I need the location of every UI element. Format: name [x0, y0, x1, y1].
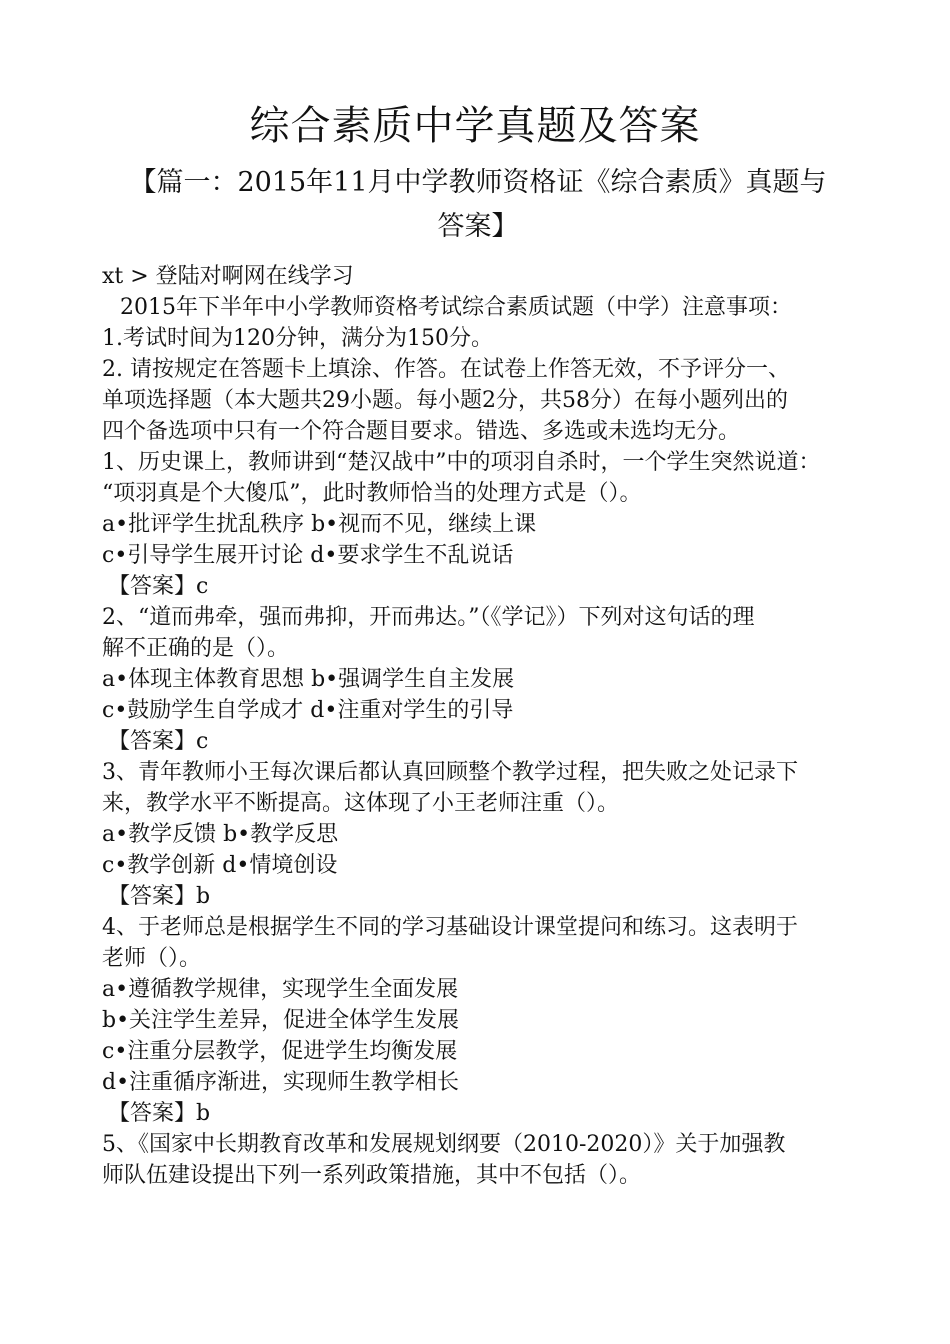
question-text: 3、青年教师小王每次课后都认真回顾整个教学过程，把失败之处记录下	[102, 760, 798, 785]
subtitle-line-1: 【篇一：2015年11月中学教师资格证《综合素质》真题与	[129, 167, 827, 198]
document-title: 综合素质中学真题及答案	[249, 103, 701, 149]
answer-line: 【答案】b	[108, 884, 211, 909]
question-options: a•遵循教学规律，实现学生全面发展	[102, 977, 459, 1002]
document-body	[102, 261, 854, 1191]
question-text: 4、于老师总是根据学生不同的学习基础设计课堂提问和练习。这表明于	[102, 915, 798, 940]
question-text: “项羽真是个大傻瓜”，此时教师恰当的处理方式是（）。	[102, 481, 642, 506]
text-line: 单项选择题（本大题共29小题。每小题2分，共58分）在每小题列出的	[102, 388, 788, 413]
question-options: c•引导学生展开讨论 d•要求学生不乱说话	[102, 543, 514, 568]
question-options: c•鼓励学生自学成才 d•注重对学生的引导	[102, 698, 514, 723]
text-line: 2. 请按规定在答题卡上填涂、作答。在试卷上作答无效，不予评分一、	[102, 357, 790, 382]
subtitle-line-2: 答案】	[437, 211, 519, 242]
question-text: 2、“道而弗牵，强而弗抑，开而弗达。”（《学记》）下列对这句话的理	[102, 605, 755, 630]
question-text: 1、历史课上，教师讲到“楚汉战中”中的项羽自杀时，一个学生突然说道：	[102, 450, 821, 475]
document-subtitle	[98, 161, 858, 249]
question-options: b•关注学生差异，促进全体学生发展	[102, 1008, 460, 1033]
question-text: 解不正确的是（）。	[102, 636, 290, 661]
question-text: 师队伍建设提出下列一系列政策措施，其中不包括（）。	[102, 1163, 642, 1188]
question-options: c•注重分层教学，促进学生均衡发展	[102, 1039, 458, 1064]
answer-line: 【答案】c	[108, 729, 209, 754]
question-options: a•批评学生扰乱秩序 b•视而不见，继续上课	[102, 512, 537, 537]
question-options: c•教学创新 d•情境创设	[102, 853, 338, 878]
question-options: a•体现主体教育思想 b•强调学生自主发展	[102, 667, 515, 692]
answer-line: 【答案】c	[108, 574, 209, 599]
text-line: xt > 登陆对啊网在线学习	[102, 264, 354, 289]
question-text: 5、《国家中长期教育改革和发展规划纲要（2010-2020）》关于加强教	[102, 1132, 786, 1157]
question-text: 来，教学水平不断提高。这体现了小王老师注重（）。	[102, 791, 620, 816]
question-options: a•教学反馈 b•教学反思	[102, 822, 339, 847]
question-text: 老师（）。	[102, 946, 202, 971]
question-options: d•注重循序渐进，实现师生教学相长	[102, 1070, 460, 1095]
text-line: 1.考试时间为120分钟，满分为150分。	[102, 326, 493, 351]
text-line: 2015年下半年中小学教师资格考试综合素质试题（中学）注意事项：	[120, 295, 792, 320]
text-line: 四个备选项中只有一个符合题目要求。错选、多选或未选均无分。	[102, 419, 741, 444]
answer-line: 【答案】b	[108, 1101, 211, 1126]
